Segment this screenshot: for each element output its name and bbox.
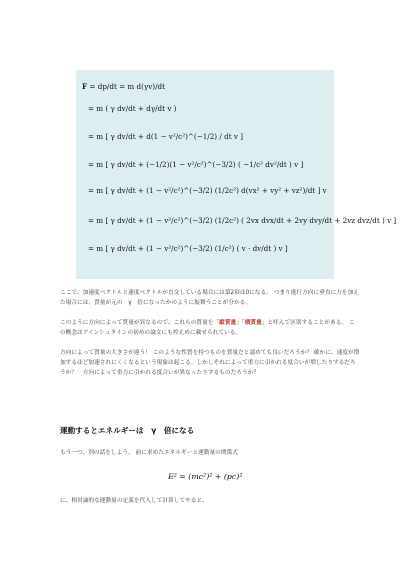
equation-rhs: = m [ γ dv/dt + d(1 − v²/c²)^(−1/2) / dt v ]	[88, 132, 244, 141]
equation-line-3	[88, 132, 243, 141]
equation-line-1	[82, 82, 165, 91]
paragraph-substitute: に、相対論的な運動量の定義を代入して計算してやると、	[60, 498, 208, 504]
energy-momentum-formula: E² = (mc²)² + (pc)²	[168, 472, 243, 481]
equation-rhs: = m [ γ dv/dt + (1 − v²/c²)^(−3/2) (1/c²) ( v · dv/dt ) v ]	[88, 244, 288, 253]
equation-lhs: F	[82, 82, 88, 91]
paragraph-mass-names	[60, 318, 360, 338]
equation-line-4	[88, 160, 303, 169]
transverse-mass-term: 横質量	[244, 320, 262, 326]
equation-line-2	[88, 104, 176, 113]
equation-rhs: = m [ γ dv/dt + (1 − v²/c²)^(−3/2) (1/2c²) ( 2vx dvx/dt + 2vy dvy/dt + 2vz dvz/dt ) v ]	[88, 216, 397, 225]
paragraph-orthogonal: ここで、加速度ベクトルと速度ベクトルが直交している場合には第2項は0になる。 つまり進行方向に垂直に力を加えた場合には、質量が元の γ 倍になったかのように振舞うことが分かる。	[60, 290, 359, 307]
equation-line-5	[88, 186, 327, 195]
equation-line-7	[88, 244, 288, 253]
paragraph-text: このように方向によって質量が異なるので、これらの質量を「	[60, 320, 220, 326]
equation-line-6	[88, 216, 396, 225]
paragraph-text: 」と呼んで区別することがある。 この概念はアインシュタインの初めの論文にも控えめに載せられている。	[60, 320, 355, 337]
paragraph-question: 方向によって質量の大きさが違う！ このような性質を持つものを質量だと認めても良いだろうか？ 確かに、速度が増加するほど加速されにくくなるという現象は起こる。しかしそれによって重力に引かれる度合いが増したりするだろうか？ 方向によって重力に引かれる度合いが異なったりするものだろうか？	[60, 350, 360, 377]
paragraph-energy-intro: もう一つ、別の話をしよう。 前に求めたエネルギーと運動量の関係式	[60, 450, 238, 456]
longitudinal-mass-term: 縦質量	[219, 320, 237, 326]
paragraph-text: 」「	[236, 320, 245, 326]
equation-rhs: = m ( γ dv/dt + dγ/dt v )	[88, 104, 177, 113]
equation-rhs: = m [ γ dv/dt + (1 − v²/c²)^(−3/2) (1/2c²) d(vx² + vy² + vz²)/dt ] v	[88, 186, 327, 195]
equation-rhs: = m [ γ dv/dt + (−1/2)(1 − v²/c²)^(−3/2) ( −1/c² dv²/dt ) v ]	[88, 160, 304, 169]
equation-rhs: = dp/dt = m d(γv)/dt	[89, 82, 165, 91]
section-heading: 運動するとエネルギーは γ 倍になる	[60, 426, 195, 435]
